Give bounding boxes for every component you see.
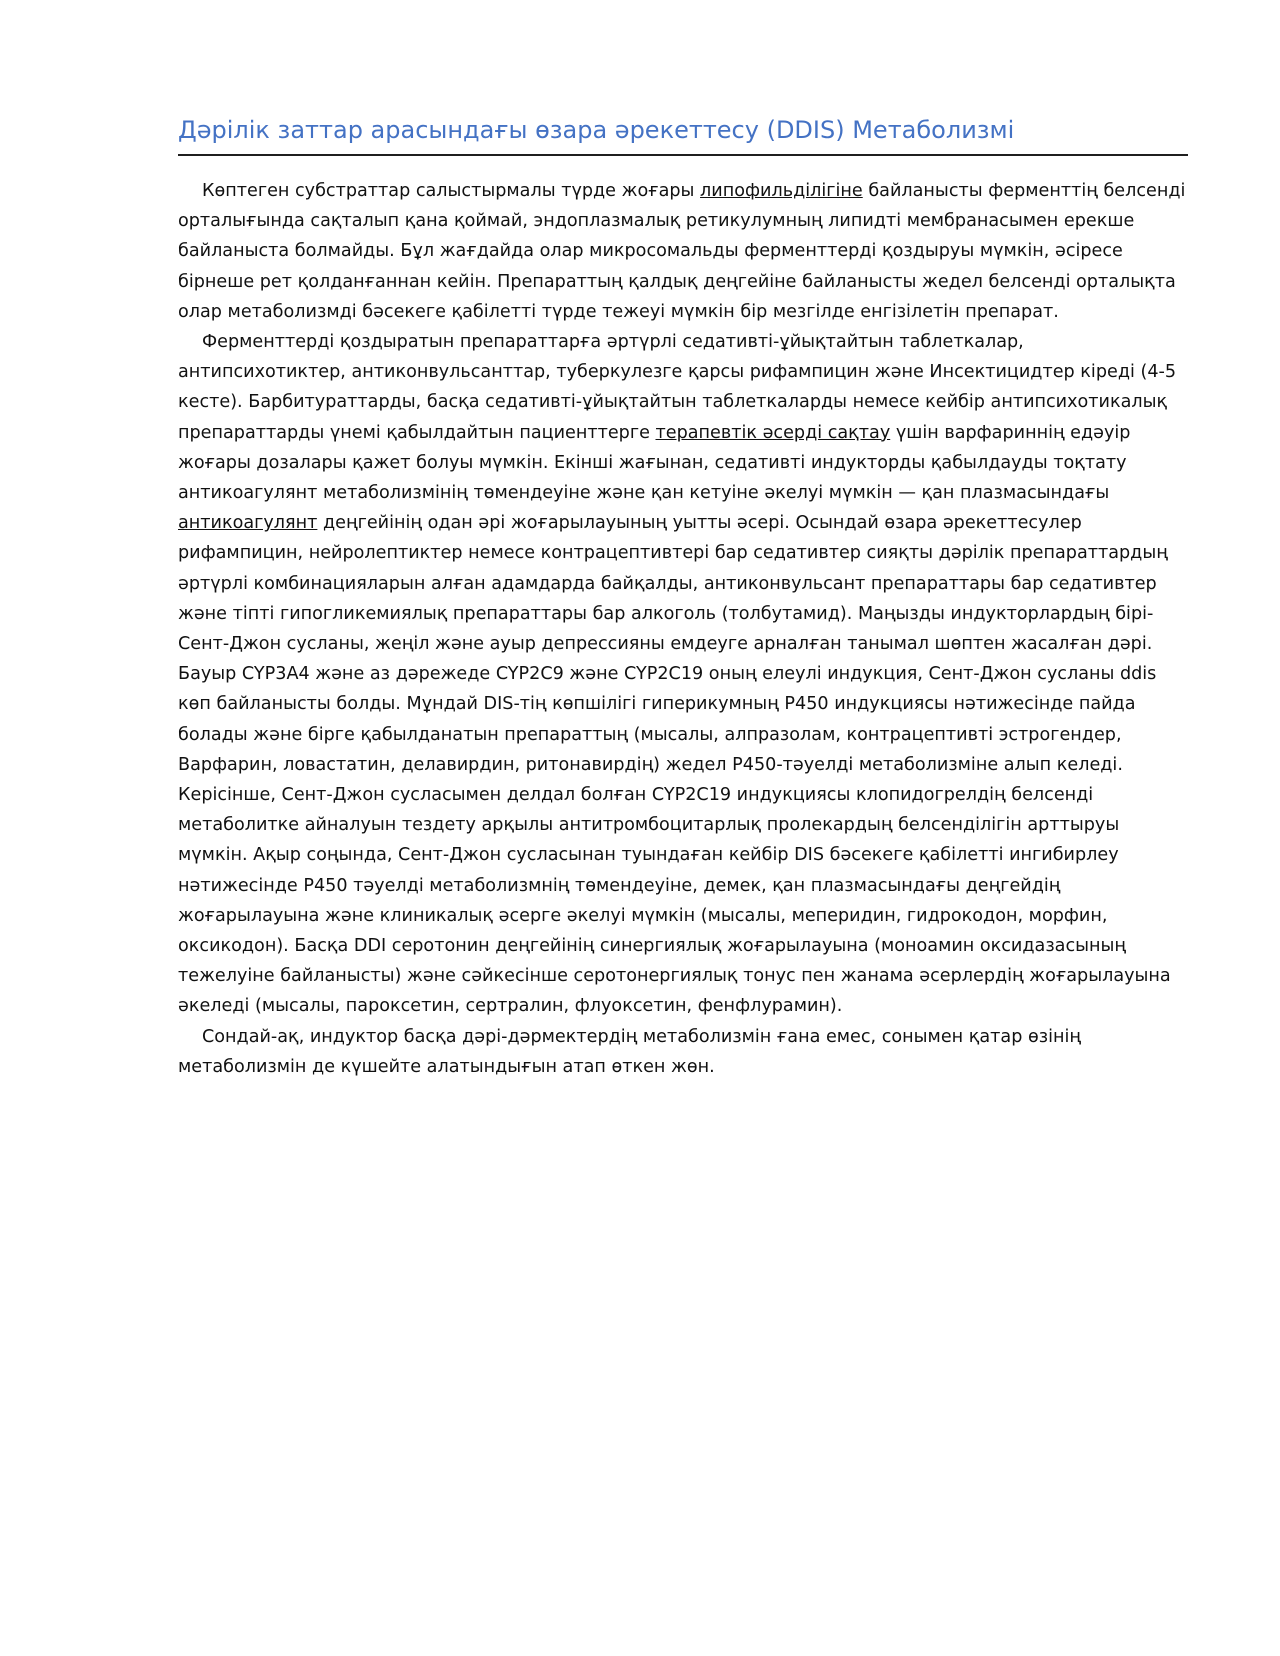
paragraph-2-text-a: Ферменттерді қоздыратын препараттарға әртүрлі седативті-ұйықтайтын таблеткалар, антипсихотиктер, антиконвульсанттар, туберкулезге қарсы рифампицин және Инсектицидтер кіреді (4-5 кесте). Барбитураттарды, басқа седативті-ұйықтайтын таблеткаларды немесе кейбір антипсихотикалық препараттарды үнемі қабылдайтын пациенттерге [178,332,1177,443]
paragraph-1-text-a: Көптеген субстраттар салыстырмалы түрде жоғары [202,181,701,201]
paragraph-2 [178,327,1188,1022]
link-lipophilicity[interactable]: липофильділігіне [700,181,863,201]
paragraph-1-text-b: байланысты ферменттің белсенді орталығында сақталып қана қоймай, эндоплазмалық ретикулумның липидті мембранасымен ерекше байланыста болмайды. Бұл жағдайда олар микросомальды ферменттерді қоздыруы мүмкін, әсіресе бірнеше рет қолданғаннан кейін. Препараттың қалдық деңгейіне байланысты жедел белсенді орталықта олар метаболизмді бәсекеге қабілетті түрде тежеуі мүмкін бір мезгілде енгізілетін препарат. [178,181,1186,322]
paragraph-2-text-b: үшін варфариннің едәуір жоғары дозалары қажет болуы мүмкін. Екінші жағынан, седативті индукторды қабылдауды тоқтату антикоагулянт метаболизмінің төмендеуіне және қан кетуіне әкелуі мүмкін — қан плазмасындағы [178,422,1131,504]
paragraph-3 [178,1022,1188,1082]
document-body [178,112,1188,1082]
link-therapeutic-effect[interactable]: терапевтік әсерді сақтау [655,422,891,443]
link-anticoagulant[interactable]: антикоагулянт [178,513,318,534]
page-title: Дәрілік заттар арасындағы өзара әрекеттесу (DDIS) Метаболизмі [178,112,1188,156]
paragraph-2-text-c: деңгейінің одан әрі жоғарылауының уытты әсері. Осындай өзара әрекеттесулер рифампицин, нейролептиктер немесе контрацептивтері бар седативтер сияқты дәрілік препараттардың әртүрлі комбинацияларын алған адамдарда байқалды, антиконвульсант препараттары бар седативтер және тіпті гипогликемиялық препараттары бар алкоголь (толбутамид). Маңызды индукторлардың бірі-Сент-Джон сусланы, жеңіл және ауыр депрессияны емдеуге арналған танымал шөптен жасалған дәрі. Бауыр CYP3A4 және аз дәрежеде CYP2C9 және CYP2C19 оның елеулі индукция, Сент-Джон сусланы ddis көп байланысты болды. Мұндай DIS-тің көпшілігі гиперикумның P450 индукциясы нәтижесінде пайда болады және бірге қабылданатын препараттың (мысалы, алпразолам, контрацептивті эстрогендер, Варфарин, ловастатин, делавирдин, ритонавирдің) жедел P450-тәуелді метаболизміне алып келеді. Керісінше, Сент-Джон сусласымен делдал болған CYP2C19 индукциясы клопидогрелдің белсенді метаболитке айналуын тездету арқылы антитромбоцитарлық пролекардың белсенділігін арттыруы мүмкін. Ақыр соңында, Сент-Джон сусласынан туындаған кейбір DIS бәсекеге қабілетті ингибирлеу нәтижесінде P450 тәуелді метаболизмнің төмендеуіне, демек, қан плазмасындағы деңгейдің жоғарылауына және клиникалық әсерге әкелуі мүмкін (мысалы, меперидин, гидрокодон, морфин, оксикодон). Басқа DDI серотонин деңгейінің синергиялық жоғарылауына (моноамин оксидазасының тежелуіне байланысты) және сәйкесінше серотонергиялық тонус пен жанама әсерлердің жоғарылауына әкеледі (мысалы, пароксетин, сертралин, флуоксетин, фенфлурамин). [178,513,1171,1017]
paragraph-3-text-a: Сондай-ақ, индуктор басқа дәрі-дәрмектердің метаболизмін ғана емес, сонымен қатар өзінің метаболизмін де күшейте алатындығын атап өткен жөн. [178,1026,1081,1077]
paragraph-1 [178,176,1188,327]
